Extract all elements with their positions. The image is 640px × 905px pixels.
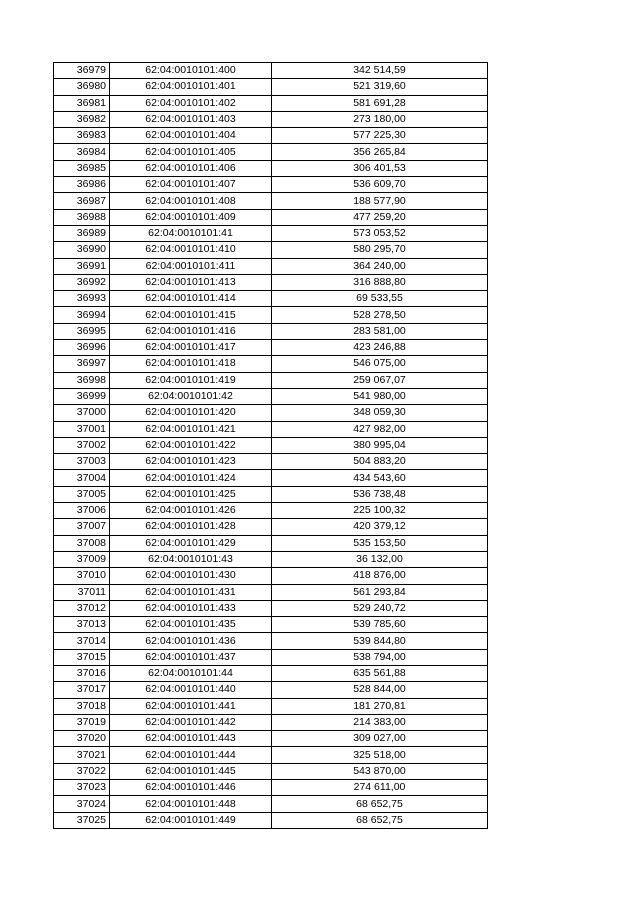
table-row	[54, 454, 488, 470]
cadastral-value-cell: 543 870,00	[272, 763, 488, 779]
table-row	[54, 731, 488, 747]
table-row	[54, 682, 488, 698]
cadastral-value-cell: 539 844,80	[272, 633, 488, 649]
cadastral-number-cell: 62:04:0010101:440	[110, 682, 272, 698]
row-number-cell: 36982	[54, 111, 110, 127]
table-row	[54, 633, 488, 649]
table-row	[54, 551, 488, 567]
row-number-cell: 36985	[54, 160, 110, 176]
cadastral-number-cell: 62:04:0010101:44	[110, 665, 272, 681]
row-number-cell: 37020	[54, 731, 110, 747]
table-row	[54, 649, 488, 665]
table-row	[54, 63, 488, 79]
cadastral-number-cell: 62:04:0010101:430	[110, 568, 272, 584]
cadastral-value-cell: 580 295,70	[272, 242, 488, 258]
row-number-cell: 36990	[54, 242, 110, 258]
row-number-cell: 37011	[54, 584, 110, 600]
cadastral-value-cell: 68 652,75	[272, 796, 488, 812]
cadastral-number-cell: 62:04:0010101:449	[110, 812, 272, 828]
cadastral-number-cell: 62:04:0010101:419	[110, 372, 272, 388]
cadastral-number-cell: 62:04:0010101:407	[110, 177, 272, 193]
cadastral-value-cell: 538 794,00	[272, 649, 488, 665]
cadastral-number-cell: 62:04:0010101:405	[110, 144, 272, 160]
table-row	[54, 177, 488, 193]
cadastral-value-cell: 427 982,00	[272, 421, 488, 437]
row-number-cell: 37018	[54, 698, 110, 714]
row-number-cell: 37016	[54, 665, 110, 681]
row-number-cell: 37012	[54, 600, 110, 616]
cadastral-value-cell: 380 995,04	[272, 437, 488, 453]
row-number-cell: 36979	[54, 63, 110, 79]
cadastral-value-cell: 528 278,50	[272, 307, 488, 323]
row-number-cell: 36998	[54, 372, 110, 388]
row-number-cell: 37001	[54, 421, 110, 437]
table-row	[54, 128, 488, 144]
cadastral-value-cell: 69 533,55	[272, 291, 488, 307]
cadastral-number-cell: 62:04:0010101:421	[110, 421, 272, 437]
row-number-cell: 37025	[54, 812, 110, 828]
table-row	[54, 356, 488, 372]
cadastral-value-cell: 541 980,00	[272, 388, 488, 404]
table-row	[54, 698, 488, 714]
table-row	[54, 323, 488, 339]
table-row	[54, 258, 488, 274]
row-number-cell: 37005	[54, 486, 110, 502]
row-number-cell: 37008	[54, 535, 110, 551]
cadastral-number-cell: 62:04:0010101:410	[110, 242, 272, 258]
row-number-cell: 36981	[54, 95, 110, 111]
cadastral-number-cell: 62:04:0010101:43	[110, 551, 272, 567]
cadastral-value-cell: 259 067,07	[272, 372, 488, 388]
table-row	[54, 470, 488, 486]
table-row	[54, 568, 488, 584]
row-number-cell: 36996	[54, 340, 110, 356]
row-number-cell: 36983	[54, 128, 110, 144]
row-number-cell: 36994	[54, 307, 110, 323]
row-number-cell: 37003	[54, 454, 110, 470]
row-number-cell: 37000	[54, 405, 110, 421]
cadastral-number-cell: 62:04:0010101:401	[110, 79, 272, 95]
table-row	[54, 225, 488, 241]
row-number-cell: 37004	[54, 470, 110, 486]
cadastral-number-cell: 62:04:0010101:403	[110, 111, 272, 127]
cadastral-value-cell: 504 883,20	[272, 454, 488, 470]
row-number-cell: 37010	[54, 568, 110, 584]
row-number-cell: 36997	[54, 356, 110, 372]
cadastral-value-cell: 420 379,12	[272, 519, 488, 535]
table-row	[54, 780, 488, 796]
table-row	[54, 372, 488, 388]
table-body	[54, 63, 488, 829]
cadastral-value-cell: 274 611,00	[272, 780, 488, 796]
cadastral-number-cell: 62:04:0010101:442	[110, 714, 272, 730]
cadastral-number-cell: 62:04:0010101:444	[110, 747, 272, 763]
cadastral-number-cell: 62:04:0010101:42	[110, 388, 272, 404]
row-number-cell: 36993	[54, 291, 110, 307]
table-row	[54, 503, 488, 519]
row-number-cell: 36984	[54, 144, 110, 160]
cadastral-number-cell: 62:04:0010101:428	[110, 519, 272, 535]
cadastral-value-cell: 325 518,00	[272, 747, 488, 763]
row-number-cell: 37022	[54, 763, 110, 779]
cadastral-value-cell: 536 609,70	[272, 177, 488, 193]
cadastral-value-cell: 573 053,52	[272, 225, 488, 241]
cadastral-value-cell: 535 153,50	[272, 535, 488, 551]
cadastral-number-cell: 62:04:0010101:448	[110, 796, 272, 812]
row-number-cell: 36988	[54, 209, 110, 225]
table-row	[54, 274, 488, 290]
table-row	[54, 242, 488, 258]
cadastral-number-cell: 62:04:0010101:413	[110, 274, 272, 290]
row-number-cell: 36987	[54, 193, 110, 209]
table-row	[54, 160, 488, 176]
row-number-cell: 36986	[54, 177, 110, 193]
row-number-cell: 36980	[54, 79, 110, 95]
row-number-cell: 36992	[54, 274, 110, 290]
cadastral-value-cell: 418 876,00	[272, 568, 488, 584]
cadastral-value-cell: 434 543,60	[272, 470, 488, 486]
cadastral-value-cell: 306 401,53	[272, 160, 488, 176]
row-number-cell: 37007	[54, 519, 110, 535]
row-number-cell: 37023	[54, 780, 110, 796]
cadastral-number-cell: 62:04:0010101:411	[110, 258, 272, 274]
cadastral-value-cell: 364 240,00	[272, 258, 488, 274]
table-row	[54, 95, 488, 111]
row-number-cell: 37021	[54, 747, 110, 763]
table-row	[54, 584, 488, 600]
cadastral-number-cell: 62:04:0010101:406	[110, 160, 272, 176]
row-number-cell: 37013	[54, 617, 110, 633]
cadastral-number-cell: 62:04:0010101:441	[110, 698, 272, 714]
row-number-cell: 36995	[54, 323, 110, 339]
table-row	[54, 388, 488, 404]
table-row	[54, 307, 488, 323]
cadastral-value-cell: 214 383,00	[272, 714, 488, 730]
row-number-cell: 37002	[54, 437, 110, 453]
cadastral-value-cell: 273 180,00	[272, 111, 488, 127]
cadastral-value-cell: 356 265,84	[272, 144, 488, 160]
table-row	[54, 714, 488, 730]
row-number-cell: 36999	[54, 388, 110, 404]
table-row	[54, 421, 488, 437]
cadastral-number-cell: 62:04:0010101:422	[110, 437, 272, 453]
table-row	[54, 600, 488, 616]
cadastral-number-cell: 62:04:0010101:431	[110, 584, 272, 600]
table-row	[54, 79, 488, 95]
cadastral-number-cell: 62:04:0010101:426	[110, 503, 272, 519]
cadastral-number-cell: 62:04:0010101:437	[110, 649, 272, 665]
row-number-cell: 36991	[54, 258, 110, 274]
table-row	[54, 796, 488, 812]
table-row	[54, 291, 488, 307]
cadastral-value-cell: 225 100,32	[272, 503, 488, 519]
table-row	[54, 665, 488, 681]
cadastral-number-cell: 62:04:0010101:436	[110, 633, 272, 649]
cadastral-value-cell: 536 738,48	[272, 486, 488, 502]
cadastral-number-cell: 62:04:0010101:445	[110, 763, 272, 779]
cadastral-number-cell: 62:04:0010101:418	[110, 356, 272, 372]
table-row	[54, 486, 488, 502]
table-row	[54, 209, 488, 225]
row-number-cell: 37017	[54, 682, 110, 698]
table-row	[54, 144, 488, 160]
cadastral-number-cell: 62:04:0010101:429	[110, 535, 272, 551]
row-number-cell: 37024	[54, 796, 110, 812]
cadastral-number-cell: 62:04:0010101:415	[110, 307, 272, 323]
cadastral-value-cell: 36 132,00	[272, 551, 488, 567]
table-row	[54, 519, 488, 535]
row-number-cell: 37014	[54, 633, 110, 649]
cadastral-value-cell: 529 240,72	[272, 600, 488, 616]
cadastral-value-cell: 181 270,81	[272, 698, 488, 714]
table-row	[54, 340, 488, 356]
cadastral-number-cell: 62:04:0010101:435	[110, 617, 272, 633]
cadastral-value-cell: 477 259,20	[272, 209, 488, 225]
cadastral-value-cell: 68 652,75	[272, 812, 488, 828]
cadastral-value-cell: 521 319,60	[272, 79, 488, 95]
cadastral-value-cell: 423 246,88	[272, 340, 488, 356]
table-row	[54, 193, 488, 209]
cadastral-number-cell: 62:04:0010101:414	[110, 291, 272, 307]
table-row	[54, 617, 488, 633]
cadastral-number-cell: 62:04:0010101:425	[110, 486, 272, 502]
cadastral-number-cell: 62:04:0010101:423	[110, 454, 272, 470]
cadastral-value-cell: 188 577,90	[272, 193, 488, 209]
cadastral-value-cell: 309 027,00	[272, 731, 488, 747]
cadastral-number-cell: 62:04:0010101:420	[110, 405, 272, 421]
table-row	[54, 111, 488, 127]
cadastral-value-cell: 348 059,30	[272, 405, 488, 421]
row-number-cell: 37009	[54, 551, 110, 567]
row-number-cell: 37006	[54, 503, 110, 519]
cadastral-value-cell: 635 561,88	[272, 665, 488, 681]
table-row	[54, 437, 488, 453]
cadastral-value-cell: 528 844,00	[272, 682, 488, 698]
cadastral-value-cell: 539 785,60	[272, 617, 488, 633]
cadastral-number-cell: 62:04:0010101:409	[110, 209, 272, 225]
cadastral-number-cell: 62:04:0010101:433	[110, 600, 272, 616]
row-number-cell: 36989	[54, 225, 110, 241]
cadastral-number-cell: 62:04:0010101:41	[110, 225, 272, 241]
row-number-cell: 37019	[54, 714, 110, 730]
cadastral-number-cell: 62:04:0010101:424	[110, 470, 272, 486]
cadastral-value-cell: 316 888,80	[272, 274, 488, 290]
cadastral-value-cell: 546 075,00	[272, 356, 488, 372]
cadastral-number-cell: 62:04:0010101:416	[110, 323, 272, 339]
cadastral-number-cell: 62:04:0010101:417	[110, 340, 272, 356]
table-row	[54, 747, 488, 763]
table-row	[54, 405, 488, 421]
cadastral-number-cell: 62:04:0010101:408	[110, 193, 272, 209]
cadastral-value-cell: 342 514,59	[272, 63, 488, 79]
cadastral-number-cell: 62:04:0010101:446	[110, 780, 272, 796]
table-row	[54, 535, 488, 551]
row-number-cell: 37015	[54, 649, 110, 665]
cadastral-value-cell: 561 293,84	[272, 584, 488, 600]
cadastral-value-table	[53, 62, 488, 829]
table-row	[54, 812, 488, 828]
cadastral-number-cell: 62:04:0010101:400	[110, 63, 272, 79]
cadastral-value-cell: 577 225,30	[272, 128, 488, 144]
table-row	[54, 763, 488, 779]
cadastral-value-cell: 283 581,00	[272, 323, 488, 339]
cadastral-number-cell: 62:04:0010101:402	[110, 95, 272, 111]
cadastral-value-cell: 581 691,28	[272, 95, 488, 111]
cadastral-number-cell: 62:04:0010101:443	[110, 731, 272, 747]
cadastral-number-cell: 62:04:0010101:404	[110, 128, 272, 144]
